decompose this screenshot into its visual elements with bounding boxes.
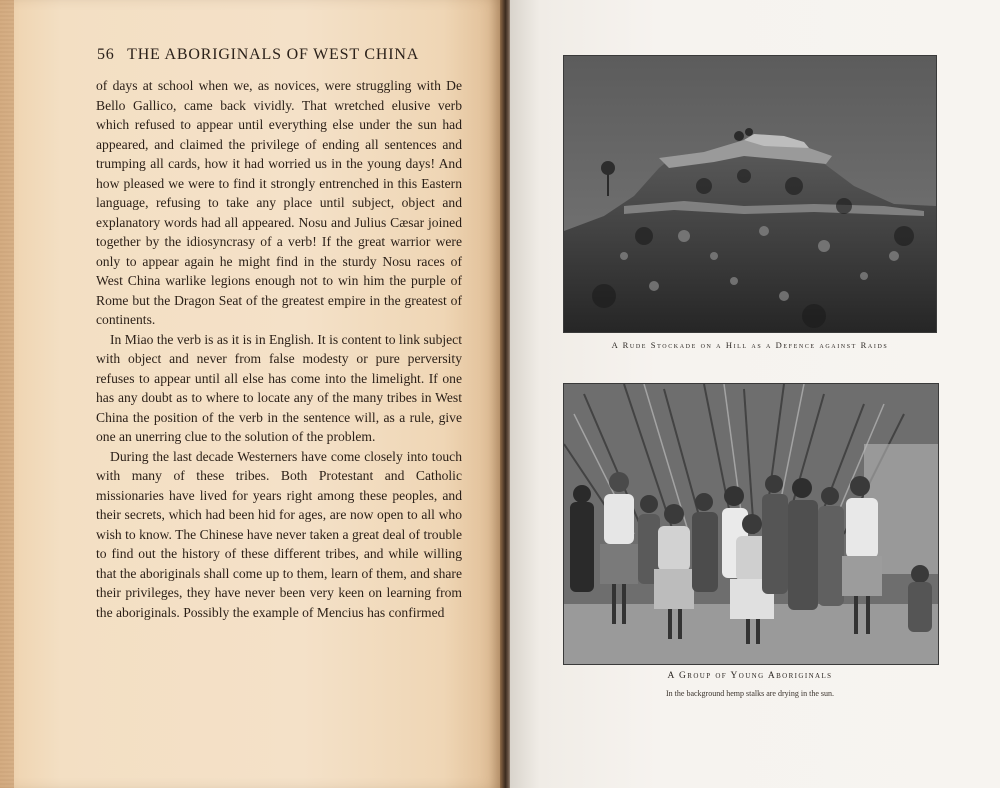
paragraph: During the last decade Westerners have come closely into touch with many of these tribes. Both Protestant and Catholic missionaries have lived for years right among these peoples, and their secrets, which had been hid for ages, are now open to all who wish to know. The Chinese have never taken a great deal of trouble to find out the history of these different tribes, and while willing that the aboriginals shall come up to them, learn of them, and share their privileges, they have never been very keen on learning from the aboriginals. Possibly the example of Mencius has confirmed: [96, 448, 462, 620]
children-photograph: [563, 383, 939, 665]
body-text: [96, 76, 462, 622]
children-caption: A Group of Young Aboriginals: [667, 671, 833, 681]
stockade-photograph: [563, 55, 937, 333]
page-number: 56: [97, 46, 115, 63]
stockade-caption: A Rude Stockade on a Hill as a Defence against Raids: [611, 340, 889, 350]
paragraph: In Miao the verb is as it is in English. It is content to link subject with object and never from false modesty or pure perversity refuses to appear until all else has come into the limelight. If one has any doubt as to where to locate any of the many tribes in West China the position of the verb in the sentence will, as a rule, give one an unerring clue to the solution of the problem.: [96, 331, 462, 444]
running-head: [97, 46, 469, 64]
running-head-title: THE ABORIGINALS OF WEST CHINA: [127, 46, 420, 63]
children-subcaption: In the background hemp stalks are drying in the sun.: [666, 689, 834, 698]
right-page: [510, 0, 1000, 788]
paragraph: of days at school when we, as novices, were struggling with De Bello Gallico, came back vividly. That wretched elusive verb which refused to appear until everything else under the sun had appeared, and claimed the privilege of ending all sentences and trumping all cards, how it had worried us in the young days! And how pleased we were to find it strongly entrenched in this Eastern language, refusing to take any place until subject, object and explanatory words had all appeared. Nosu and Julius Cæsar joined together by the idiosyncrasy of a verb! If the great warrior were only to appear again he might find in the sturdy Nosu races of West China warlike legions enough not to win him the purple of Rome but the Dragon Seat of the greatest empire in the greatest of continents.: [96, 78, 462, 327]
